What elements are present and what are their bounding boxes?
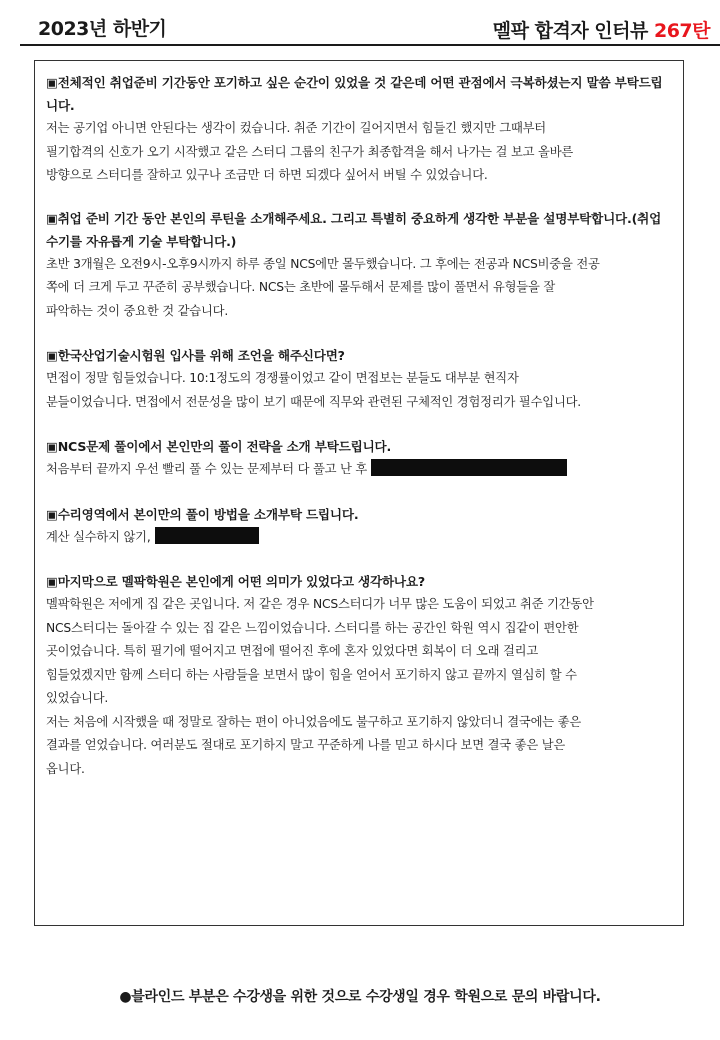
answer-line: 곳이었습니다. 특히 필기에 떨어지고 면접에 떨어진 후에 혼자 있었다면 회복이 더 오래 걸리고 [46,644,539,658]
answer-line: 필기합격의 신호가 오기 시작했고 같은 스터디 그룹의 친구가 최종합격을 해서 나가는 걸 보고 올바른 [46,144,574,159]
answer-line: 힘들었겠지만 함께 스터디 하는 사람들을 보면서 많이 힘을 얻어서 포기하지 않고 끝까지 열심히 할 수 [46,667,577,682]
question-3: ▣한국산업기술시험원 입사를 위해 조언을 해주신다면? [46,348,345,363]
qa-block-3 [46,344,673,414]
answer-line [46,526,673,550]
answer-line: NCS스터디는 돌아갈 수 있는 집 같은 느낌이었습니다. 스터디를 하는 공간인 학원 역시 집같이 편안한 [46,620,579,635]
qa-block-2 [46,207,673,324]
answer-line: 저는 처음에 시작했을 때 정말로 잘하는 편이 아니었음에도 불구하고 포기하지 않았더니 결국에는 좋은 [46,714,582,729]
answer-line: 멜팍학원은 저에게 집 같은 곳입니다. 저 같은 경우 NCS스터디가 너무 많은 도움이 되었고 취준 기간동안 [46,597,594,611]
answer-line: 옵니다. [46,761,85,776]
question-5: ▣수리영역에서 본이만의 풀이 방법을 소개부탁 드립니다. [46,506,359,522]
redaction-bar [371,459,567,476]
answer-line: 분들이었습니다. 면접에서 전문성을 많이 보기 때문에 직무와 관련된 구체적인 경험정리가 필수입니다. [46,394,582,409]
answer-line: 파악하는 것이 중요한 것 같습니다. [46,303,229,318]
interview-box [34,60,684,926]
question-2: ▣취업 준비 기간 동안 본인의 루틴을 소개해주세요. 그리고 특별히 중요하게 생각한 부분을 설명부탁합니다.(취업수기를 자유롭게 기술 부탁합니다.) [46,210,662,249]
qa-block-1 [46,71,673,188]
question-6: ▣마지막으로 멜팍학원은 본인에게 어떤 의미가 있었다고 생각하나요? [46,574,425,589]
qa-block-6 [46,570,673,781]
answer-line: 있었습니다. [46,691,109,705]
issue-number: 267탄 [653,20,710,42]
header-divider [20,44,720,46]
answer-line: 쪽에 더 크게 두고 꾸준히 공부했습니다. NCS는 초반에 몰두해서 문제를 많이 풀면서 유형들을 잘 [46,280,556,294]
answer-line [46,458,673,482]
series-title-text: 멜팍 합격자 인터뷰 [492,20,648,42]
answer-line: 방향으로 스터디를 잘하고 있구나 조금만 더 하면 되겠다 싶어서 버틸 수 있었습니다. [46,168,488,182]
qa-block-4 [46,435,673,482]
question-4: ▣NCS문제 풀이에서 본인만의 풀이 전략을 소개 부탁드립니다. [46,439,392,454]
question-1: ▣전체적인 취업준비 기간동안 포기하고 싶은 순간이 있었을 것 같은데 어떤 관점에서 극복하셨는지 말씀 부탁드립니다. [46,75,663,113]
answer-line: 면접이 정말 힘들었습니다. 10:1정도의 경쟁률이었고 같이 면접보는 분들도 대부분 현직자 [46,371,519,385]
qa-block-5 [46,503,673,550]
answer-line: 결과를 얻었습니다. 여러분도 절대로 포기하지 말고 꾸준하게 나를 믿고 하시다 보면 결국 좋은 날은 [46,738,566,752]
answer-line: 저는 공기업 아니면 안된다는 생각이 컸습니다. 취준 기간이 길어지면서 힘들긴 했지만 그때부터 [46,121,546,135]
period-title: 2023년 하반기 [38,18,167,40]
redaction-bar [155,527,259,544]
answer-text: 계산 실수하지 않기, [46,529,151,544]
series-title [493,16,710,43]
answer-line: 초반 3개월은 오전9시-오후9시까지 하루 종일 NCS에만 몰두했습니다. 그 후에는 전공과 NCS비중을 전공 [46,256,600,271]
answer-text: 처음부터 끝까지 우선 빨리 풀 수 있는 문제부터 다 풀고 난 후 [46,462,368,476]
blind-notice: ●블라인드 부분은 수강생을 위한 것으로 수강생일 경우 학원으로 문의 바랍니다. [119,989,601,1005]
